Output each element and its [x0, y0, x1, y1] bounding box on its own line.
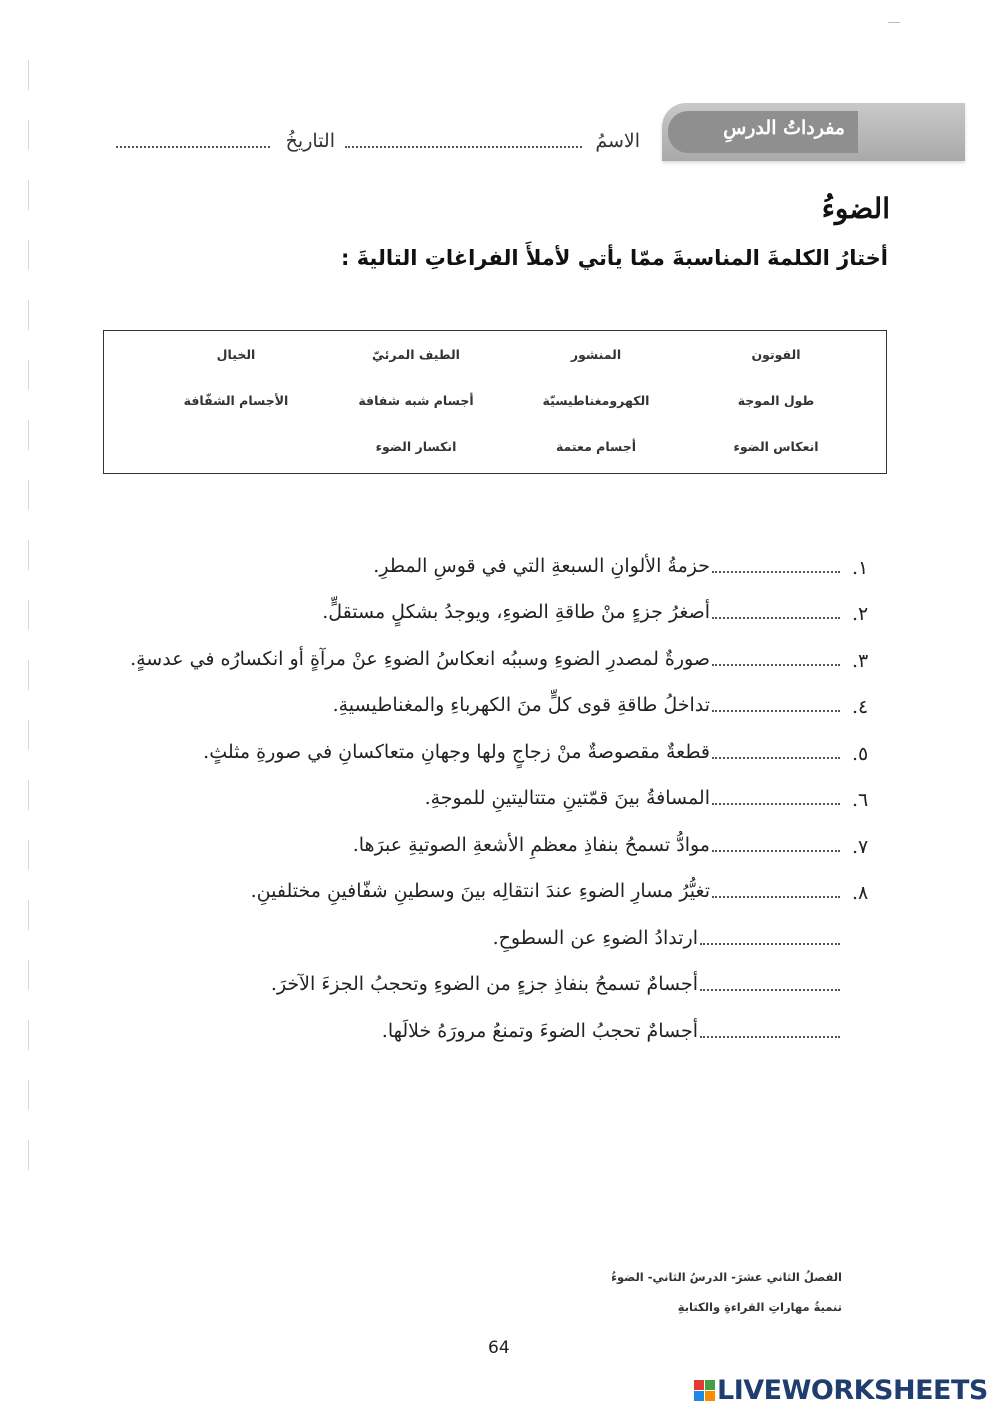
logo-cube	[694, 1391, 704, 1401]
footer-series: تنميةُ مهاراتِ القراءةِ والكتابةِ	[677, 1300, 842, 1314]
answer-blank[interactable]	[712, 896, 840, 898]
question-text: أجسامٌ تحجبُ الضوءَ وتمنعُ مرورَهُ خلالَها.	[381, 1019, 698, 1042]
lesson-vocabulary-tab	[662, 103, 965, 161]
question-text: أصغرُ جزءٍ منْ طاقةِ الضوءِ، ويوجدُ بشكلٍ مستقلٍّ.	[322, 601, 710, 623]
answer-blank[interactable]	[712, 803, 840, 805]
scan-mark	[888, 22, 900, 23]
question-item	[122, 625, 882, 672]
bank-word: الطيف المرئيّ	[372, 347, 460, 362]
name-field[interactable]	[345, 146, 582, 148]
question-item	[122, 904, 882, 951]
answer-blank[interactable]	[712, 850, 840, 852]
page-title: الضوءُ	[821, 192, 890, 225]
liveworksheets-logo[interactable]	[694, 1375, 988, 1406]
question-text: تداخلُ طاقةِ قوى كلٍّ منَ الكهرباءِ والمغناطيسيةِ.	[332, 694, 710, 716]
bank-word: المنشور	[570, 347, 622, 362]
instruction: أختارُ الكلمةَ المناسبةَ ممّا يأتي لأملأَ الفراغاتِ التاليةَ :	[340, 246, 888, 270]
question-item	[122, 718, 882, 765]
question-list	[122, 532, 882, 1044]
date-label: التاريخُ	[285, 130, 335, 152]
question-text: قطعةٌ مقصوصةٌ منْ زجاجٍ ولها وجهانِ متعاكسانِ في صورةِ مثلثٍ.	[203, 740, 710, 763]
answer-blank[interactable]	[700, 943, 840, 945]
bank-word: انكسار الضوء	[375, 439, 457, 454]
logo-cube	[705, 1391, 715, 1401]
question-text: حزمةُ الألوانِ السبعةِ التي في قوسِ المطرِ.	[373, 554, 710, 577]
question-text: ارتدادُ الضوءِ عن السطوحِ.	[492, 926, 698, 949]
bank-word: الكهرومغناطيسيّة	[542, 393, 650, 408]
logo-cubes-icon	[694, 1380, 715, 1401]
question-number: ١.	[852, 556, 869, 579]
footer-chapter: الفصلُ الثاني عشرَ- الدرسُ الثاني- الضوءُ	[611, 1270, 842, 1284]
question-number: ٨.	[852, 882, 869, 904]
question-number: ٣.	[852, 649, 869, 672]
question-text: المسافةُ بينَ قمّتينِ متتاليتينِ للموجةِ.	[424, 787, 710, 809]
bank-word: الأجسام الشفّافة	[183, 393, 289, 408]
bank-word: أجسام شبه شفافة	[358, 393, 474, 408]
answer-blank[interactable]	[712, 710, 840, 712]
answer-blank[interactable]	[712, 617, 840, 619]
bank-word: الفوتون	[751, 347, 801, 362]
question-item	[122, 951, 882, 998]
question-item	[122, 811, 882, 858]
tab-label: مفرداتُ الدرسِ	[723, 117, 845, 139]
bank-word: الخيال	[216, 347, 256, 362]
question-item	[122, 997, 882, 1044]
question-text: موادُّ تسمحُ بنفاذِ معظمِ الأشعةِ الصوتيةِ عبرَها.	[352, 833, 710, 856]
word-bank-grid	[146, 347, 866, 459]
scan-margin	[28, 60, 29, 1200]
question-number: ٥.	[852, 742, 869, 765]
answer-blank[interactable]	[712, 571, 840, 573]
question-text: تغيُّرُ مسارِ الضوءِ عندَ انتقالِه بينَ وسطينِ شفّافينِ مختلفينِ.	[250, 880, 710, 902]
answer-blank[interactable]	[712, 757, 840, 759]
answer-blank[interactable]	[712, 664, 840, 666]
question-item	[122, 532, 882, 579]
question-text: صورةٌ لمصدرِ الضوءِ وسببُه انعكاسُ الضوءِ عنْ مرآةٍ أو انكسارُه في عدسةٍ.	[130, 647, 710, 670]
question-item	[122, 858, 882, 905]
question-item	[122, 672, 882, 719]
bank-word	[146, 439, 326, 459]
date-field[interactable]	[116, 146, 270, 148]
logo-cube	[705, 1380, 715, 1390]
bank-word: أجسام معتمة	[555, 439, 637, 454]
name-label: الاسمُ	[595, 130, 640, 152]
answer-blank[interactable]	[700, 1036, 840, 1038]
bank-word: انعكاس الضوء	[733, 439, 819, 454]
question-text: أجسامٌ تسمحُ بنفاذِ جزءٍ من الضوءِ وتحجبُ الجزءَ الآخرَ.	[270, 973, 698, 995]
logo-text: LIVEWORKSHEETS	[717, 1375, 988, 1406]
bank-word: طول الموجة	[737, 393, 815, 408]
question-number: ٤.	[852, 696, 869, 718]
word-bank	[103, 330, 887, 474]
question-item	[122, 579, 882, 626]
page-number: 64	[488, 1338, 510, 1358]
answer-blank[interactable]	[700, 989, 840, 991]
question-number: ٧.	[852, 835, 869, 858]
logo-cube	[694, 1380, 704, 1390]
question-item	[122, 765, 882, 812]
question-number: ٢.	[852, 603, 869, 625]
question-number: ٦.	[852, 789, 869, 811]
